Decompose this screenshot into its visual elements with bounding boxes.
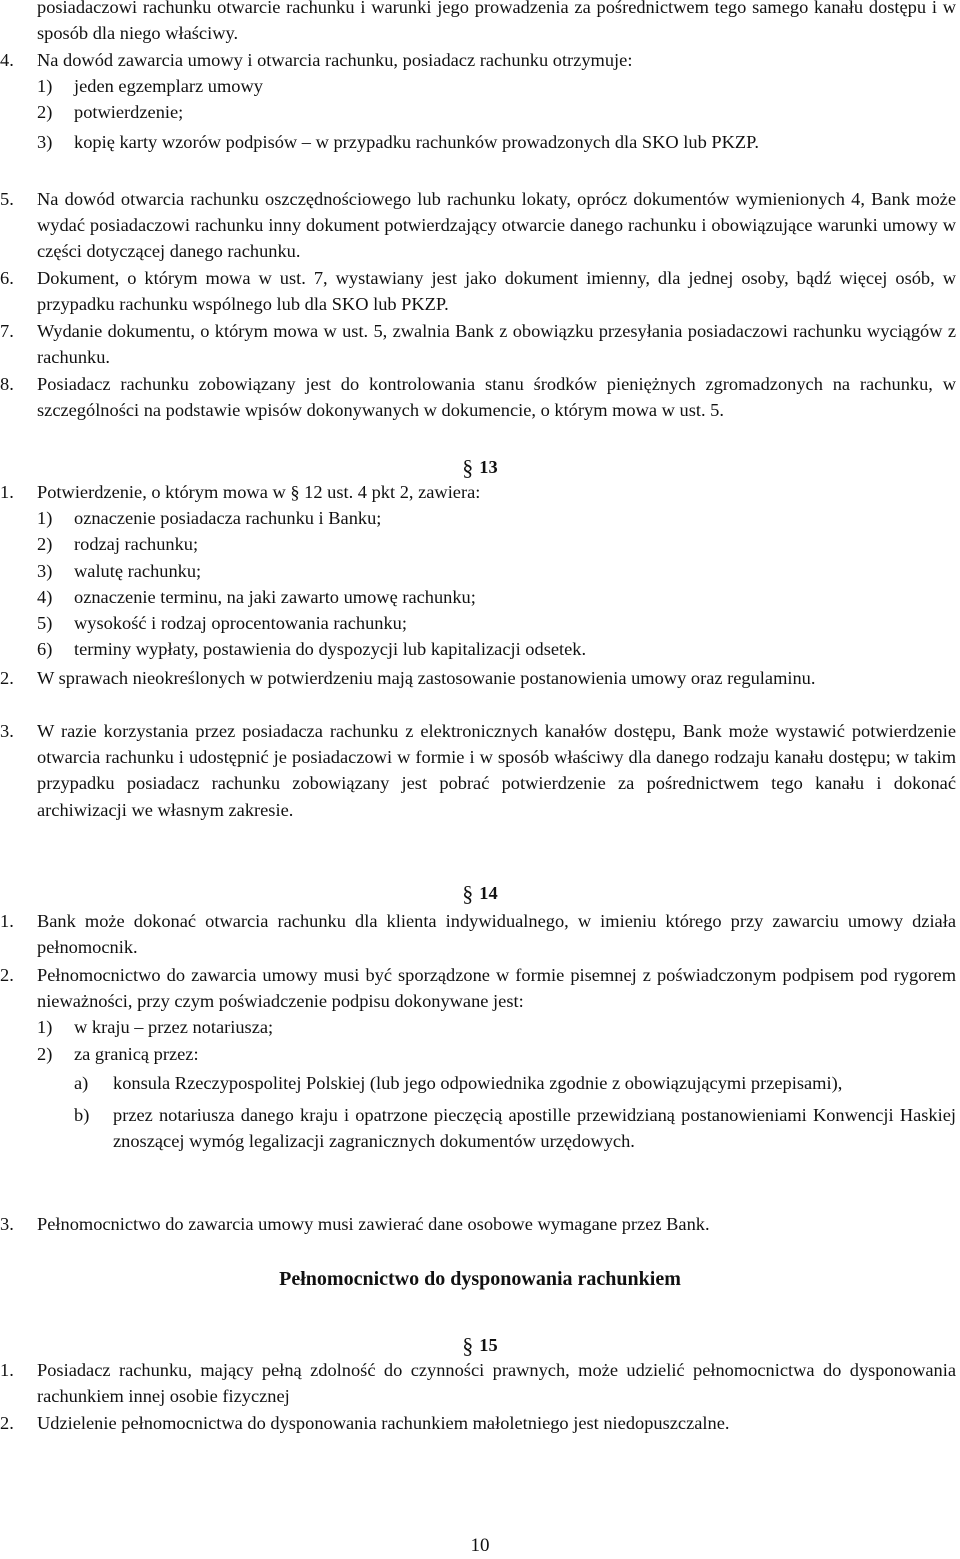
paragraph-number: 6. [0, 268, 14, 288]
section-14-paragraph-1 [0, 908, 956, 960]
paragraph-text: 12 ust. 4 pkt 2, zawiera: [304, 482, 481, 502]
paragraph-text: Dokument, o którym mowa w ust. 7, wystawiany jest jako dokument imienny, dla jednej osoby, bądź więcej osób, w przypadku rachunku wspólnego lub dla SKO lub PKZP. [37, 268, 956, 315]
chapter-heading: Pełnomocnictwo do dysponowania rachunkiem [279, 1268, 681, 1290]
section-15-paragraph-1 [0, 1357, 956, 1409]
paragraph-5 [0, 186, 956, 265]
list-number: 1) [37, 508, 53, 529]
paragraph-8 [0, 371, 956, 423]
list-number: 4) [37, 586, 53, 607]
list-number: 2) [37, 102, 53, 123]
paragraph-text: Wydanie dokumentu, o którym mowa w ust. 5, zwalnia Bank z obowiązku przesyłania posiadaczowi rachunku wyciągów z rachunku. [37, 321, 956, 368]
list-number: 2) [37, 534, 53, 555]
sublist-letter: b) [74, 1105, 90, 1126]
list-number: 5) [37, 613, 53, 634]
section-13-paragraph-2 [0, 665, 956, 691]
list-item: rodzaj rachunku; [74, 534, 199, 555]
list-item: za granicą przez: [74, 1043, 199, 1064]
section-13-title [0, 453, 960, 480]
list-number: 1) [37, 76, 53, 97]
section-number: 14 [479, 883, 498, 903]
section-14-paragraph-2 [0, 962, 956, 1154]
list-item: wysokość i rodzaj oprocentowania rachunku; [74, 613, 407, 634]
paragraph-4 [0, 47, 956, 155]
list-number: 3) [37, 131, 53, 152]
paragraph-text: W razie korzystania przez posiadacza rachunku z elektronicznych kanałów dostępu, Bank może wystawić potwierdzenie otwarcia rachunku i udostępnić je posiadaczowi w formie i w sposób właściwy dla danego rodzaju kanału dostępu; w takim przypadku posiadacz rachunku zobowiązany jest pobrać potwierdzenie za pośrednictwem tego kanału i dokonać archiwizacji we własnym zakresie. [37, 721, 956, 820]
paragraph-text: Potwierdzenie, o którym mowa w [37, 482, 286, 502]
section-14-title [0, 879, 960, 906]
section-number: 13 [479, 457, 498, 477]
paragraph-number: 5. [0, 189, 14, 209]
paragraph-number: 2. [0, 1413, 14, 1433]
paragraph-number: 1. [0, 482, 14, 502]
list-item: oznaczenie terminu, na jaki zawarto umowę rachunku; [74, 586, 476, 607]
list-number: 2) [37, 1043, 53, 1064]
paragraph-number: 7. [0, 321, 14, 341]
section-symbol: § [290, 482, 300, 502]
paragraph-text: W sprawach nieokreślonych w potwierdzeniu mają zastosowanie postanowienia umowy oraz regulaminu. [37, 668, 816, 688]
paragraph-number: 4. [0, 50, 14, 70]
list-item: w kraju – przez notariusza; [74, 1017, 274, 1038]
paragraph-text: Udzielenie pełnomocnictwa do dysponowania rachunkiem małoletniego jest niedopuszczalne. [37, 1413, 730, 1433]
paragraph-text: Posiadacz rachunku, mający pełną zdolność do czynności prawnych, może udzielić pełnomocnictwa do dysponowania rachunkiem innej osobie fizycznej [37, 1360, 956, 1407]
paragraph-number: 3. [0, 1214, 14, 1234]
list-item: terminy wypłaty, postawienia do dyspozycji lub kapitalizacji odsetek. [74, 639, 587, 660]
sublist-item: przez notariusza danego kraju i opatrzone pieczęcią apostille przewidzianą postanowieniami Konwencji Haskiej znoszącej wymóg legalizacji zagranicznych dokumentów urzędowych. [113, 1105, 956, 1152]
intro-text: posiadaczowi rachunku otwarcie rachunku i warunki jego prowadzenia za pośrednictwem tego samego kanału dostępu i w sposób dla niego właściwy. [37, 0, 956, 44]
list-number: 1) [37, 1017, 53, 1038]
sublist-letter: a) [74, 1072, 89, 1093]
section-symbol: § [462, 881, 474, 906]
list-number: 6) [37, 639, 53, 660]
paragraph-number: 1. [0, 911, 14, 931]
section-15-paragraph-2 [0, 1410, 956, 1436]
paragraph-text: Posiadacz rachunku zobowiązany jest do kontrolowania stanu środków pieniężnych zgromadzonych na rachunku, w szczególności na podstawie wpisów dokonywanych w dokumencie, o którym mowa w ust. 5. [37, 374, 956, 421]
list-item: potwierdzenie; [74, 102, 184, 123]
list-item: jeden egzemplarz umowy [74, 76, 263, 97]
section-symbol: § [462, 455, 474, 480]
paragraph-6 [0, 265, 956, 317]
paragraph-text: Pełnomocnictwo do zawarcia umowy musi zawierać dane osobowe wymagane przez Bank. [37, 1214, 710, 1234]
paragraph-number: 3. [0, 721, 14, 741]
paragraph-text: Na dowód zawarcia umowy i otwarcia rachunku, posiadacz rachunku otrzymuje: [37, 50, 633, 70]
list-item: oznaczenie posiadacza rachunku i Banku; [74, 508, 382, 529]
list-number: 3) [37, 560, 53, 581]
section-number: 15 [479, 1335, 498, 1355]
section-symbol: § [462, 1333, 474, 1358]
section-14-paragraph-3 [0, 1211, 956, 1237]
paragraph-text: Pełnomocnictwo do zawarcia umowy musi być sporządzone w formie pisemnej z poświadczonym podpisem pod rygorem nieważności, przy czym poświadczenie podpisu dokonywane jest: [37, 965, 956, 1012]
sublist-item: konsula Rzeczypospolitej Polskiej (lub jego odpowiednika zgodnie z obowiązującymi przepisami), [113, 1072, 843, 1093]
paragraph-7 [0, 318, 956, 370]
list-item: walutę rachunku; [74, 560, 202, 581]
section-13-paragraph-3 [0, 718, 956, 823]
paragraph-number: 2. [0, 965, 14, 985]
paragraph-text: Bank może dokonać otwarcia rachunku dla klienta indywidualnego, w imieniu którego przy zawarciu umowy działa pełnomocnik. [37, 911, 956, 958]
paragraph-number: 8. [0, 374, 14, 394]
paragraph-number: 1. [0, 1360, 14, 1380]
section-15-title [0, 1331, 960, 1358]
intro-paragraph [0, 0, 956, 46]
section-13-paragraph-1 [0, 479, 956, 662]
page-number: 10 [470, 1535, 490, 1556]
list-item: kopię karty wzorów podpisów – w przypadku rachunków prowadzonych dla SKO lub PKZP. [74, 131, 759, 152]
paragraph-number: 2. [0, 668, 14, 688]
paragraph-text: Na dowód otwarcia rachunku oszczędnościowego lub rachunku lokaty, oprócz dokumentów wymienionych 4, Bank może wydać posiadaczowi rachunku inny dokument potwierdzający otwarcie danego rachunku i obowiązujące warunki umowy w części dotyczącej danego rachunku. [37, 189, 956, 262]
